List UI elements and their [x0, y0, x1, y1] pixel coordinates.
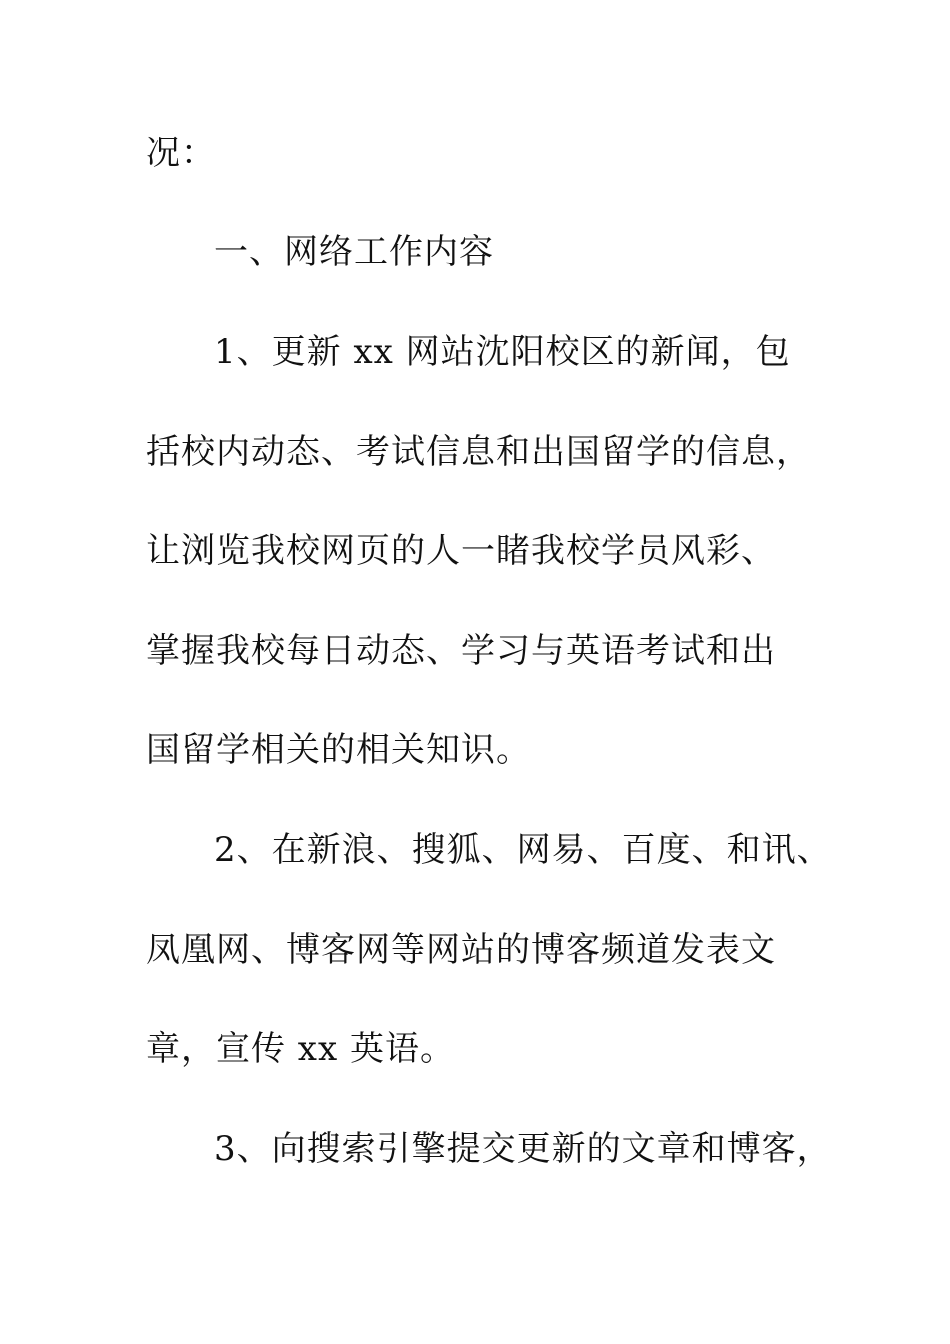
text-line: 1、更新 xx 网站沈阳校区的新闻，包	[214, 332, 791, 372]
text-line: 凤凰网、博客网等网站的博客频道发表文	[146, 930, 776, 970]
text-line: 掌握我校每日动态、学习与英语考试和出	[146, 631, 776, 671]
text-line: 3、向搜索引擎提交更新的文章和博客，	[214, 1129, 832, 1169]
text-line: 章，宣传 xx 英语。	[146, 1029, 455, 1069]
text-line: 况：	[146, 133, 216, 173]
section-heading: 一、网络工作内容	[214, 232, 494, 272]
text-line: 2、在新浪、搜狐、网易、百度、和讯、	[214, 830, 832, 870]
text-line: 国留学相关的相关知识。	[146, 730, 531, 770]
text-line: 括校内动态、考试信息和出国留学的信息，	[146, 432, 811, 472]
text-line: 让浏览我校网页的人一睹我校学员风彩、	[146, 531, 776, 571]
